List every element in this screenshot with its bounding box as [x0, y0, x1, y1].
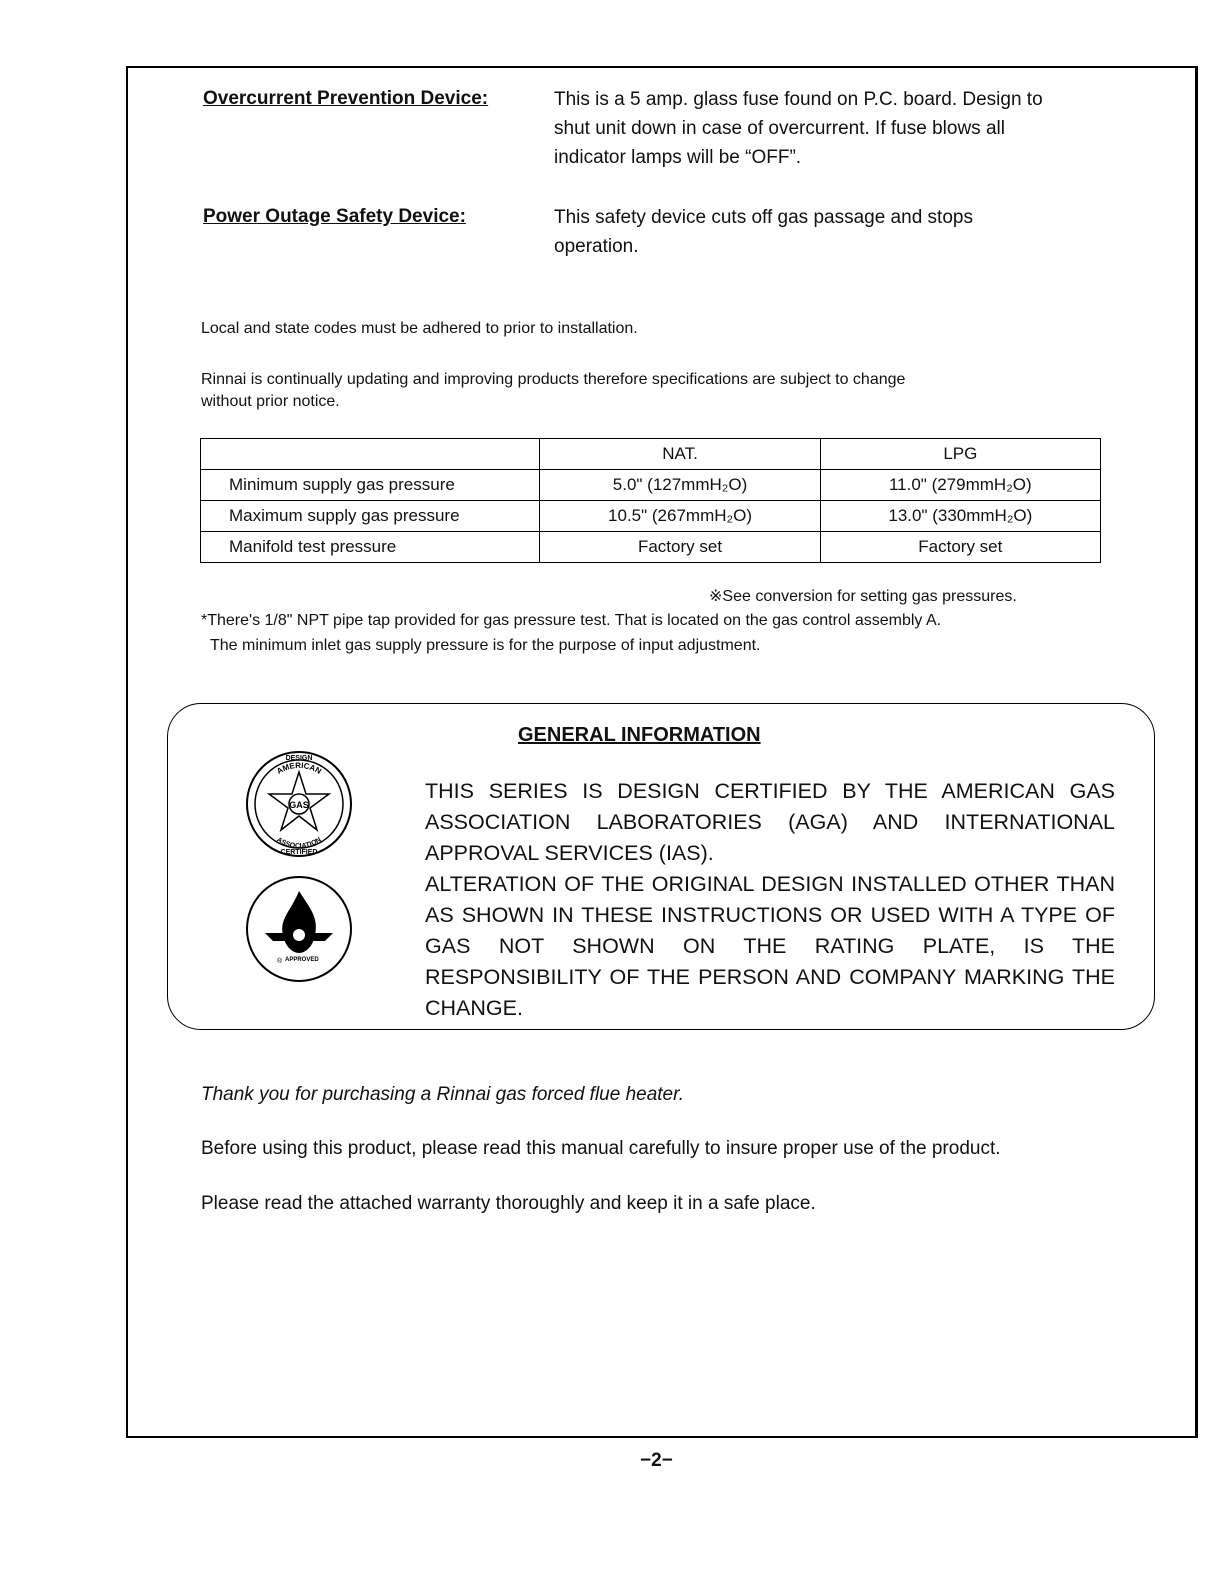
row-label: Manifold test pressure — [201, 532, 540, 563]
certification-paragraph: THIS SERIES IS DESIGN CERTIFIED BY THE AMERICAN GAS ASSOCIATION LABORATORIES (AGA) AND INTERNATIONAL APPROVAL SERVICES (IAS). — [425, 779, 1115, 865]
ias-registered-mark: ® — [277, 958, 283, 965]
row-label: Maximum supply gas pressure — [201, 501, 540, 532]
aga-seal-center-text: GAS — [289, 800, 309, 810]
row-label: Minimum supply gas pressure — [201, 470, 540, 501]
aga-seal-ring-text: AMERICAN — [275, 760, 323, 776]
pipe-tap-footnote: *There's 1/8" NPT pipe tap provided for gas pressure test. That is located on the gas control assembly A. — [201, 612, 942, 629]
overcurrent-line-2: shut unit down in case of overcurrent. If fuse blows all — [554, 118, 1005, 139]
aga-seal-bottom-text: CERTIFIED — [280, 849, 318, 856]
ias-approved-text: APPROVED — [285, 957, 319, 963]
power-outage-line-2: operation. — [554, 236, 639, 257]
general-information-body — [425, 776, 1115, 1024]
table-row — [201, 532, 1101, 563]
page-number: −2− — [640, 1450, 673, 1471]
power-outage-description — [554, 203, 1154, 261]
nat-value: 10.5" (267mmH₂O) — [540, 501, 820, 532]
table-header-row — [201, 439, 1101, 470]
overcurrent-description — [554, 85, 1154, 172]
table-header-lpg: LPG — [820, 439, 1100, 470]
alteration-paragraph: ALTERATION OF THE ORIGINAL DESIGN INSTALLED OTHER THAN AS SHOWN IN THESE INSTRUCTIONS OR USED WITH A TYPE OF GAS NOT SHOWN ON THE RATING PLATE, IS THE RESPONSIBILITY OF THE PERSON AND COMPANY MARKING THE CHANGE. — [425, 872, 1115, 1020]
conversion-note: ※See conversion for setting gas pressures. — [709, 588, 1017, 605]
power-outage-label: Power Outage Safety Device: — [203, 206, 466, 227]
overcurrent-line-3: indicator lamps will be “OFF”. — [554, 147, 802, 168]
updates-note — [201, 369, 1131, 413]
nat-value: 5.0" (127mmH₂O) — [540, 470, 820, 501]
warranty-text: Please read the attached warranty thoroughly and keep it in a safe place. — [201, 1193, 816, 1214]
updates-note-line-2: without prior notice. — [201, 393, 340, 410]
read-manual-text: Before using this product, please read this manual carefully to insure proper use of the product. — [201, 1138, 1001, 1159]
aga-seal-top-text: DESIGN — [285, 755, 313, 762]
table-header-nat: NAT. — [540, 439, 820, 470]
table-row — [201, 470, 1101, 501]
gas-pressure-table — [200, 438, 1101, 563]
table-row — [201, 501, 1101, 532]
codes-note: Local and state codes must be adhered to prior to installation. — [201, 320, 638, 337]
overcurrent-label: Overcurrent Prevention Device: — [203, 88, 489, 109]
power-outage-line-1: This safety device cuts off gas passage and stops — [554, 207, 973, 228]
aga-seal-lower-text: ASSOCIATION — [275, 836, 323, 851]
thank-you-text: Thank you for purchasing a Rinnai gas forced flue heater. — [201, 1084, 685, 1105]
nat-value: Factory set — [540, 532, 820, 563]
table-header-blank — [201, 439, 540, 470]
aga-certified-seal-icon — [245, 750, 353, 858]
ias-approved-seal-icon — [245, 875, 353, 983]
general-information-title: GENERAL INFORMATION — [518, 724, 761, 746]
lpg-value: 13.0" (330mmH₂O) — [820, 501, 1100, 532]
overcurrent-line-1: This is a 5 amp. glass fuse found on P.C. board. Design to — [554, 89, 1043, 110]
lpg-value: 11.0" (279mmH₂O) — [820, 470, 1100, 501]
updates-note-line-1: Rinnai is continually updating and improving products therefore specifications are subject to change — [201, 371, 906, 388]
lpg-value: Factory set — [820, 532, 1100, 563]
inlet-pressure-footnote: The minimum inlet gas supply pressure is for the purpose of input adjustment. — [210, 637, 761, 654]
